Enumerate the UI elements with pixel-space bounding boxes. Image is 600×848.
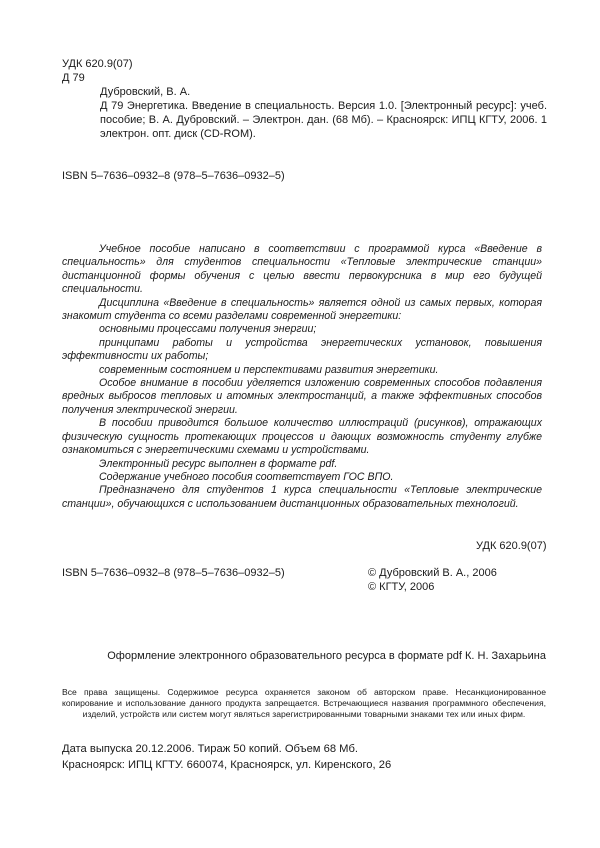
annotation-paragraph: Содержание учебного пособия соответствует ГОС ВПО. — [99, 470, 394, 483]
isbn-footer: ISBN 5–7636–0932–8 (978–5–7636–0932–5) — [62, 567, 285, 579]
release-info — [62, 742, 391, 773]
bibliographic-description: Д 79 Энергетика. Введение в специальность. Версия 1.0. [Электронный ресурс]: учеб. пособие; В. А. Дубровский. – Электрон. дан. (68 Мб). – Красноярск: ИПЦ КГТУ, 2006. 1 электрон. опт. диск (CD-ROM). — [100, 100, 547, 140]
copyright-org: © КГТУ, 2006 — [368, 581, 435, 593]
publisher-address: Красноярск: ИПЦ КГТУ. 660074, Красноярск, ул. Киренского, 26 — [62, 758, 392, 771]
annotation-list-item: современным состоянием и перспективами развития энергетики. — [99, 363, 439, 376]
annotation-paragraph: Электронный ресурс выполнен в формате pdf. — [99, 457, 338, 470]
annotation-paragraph: Особое внимание в пособии уделяется изложению современных способов подавления вредных выбросов тепловых и атомных электростанций, а также эффективных способов получения электрической энергии. — [62, 377, 542, 416]
catalog-code: Д 79 — [62, 72, 85, 84]
annotation — [62, 243, 542, 511]
copyright-author: © Дубровский В. А., 2006 — [368, 567, 497, 579]
isbn-top: ISBN 5–7636–0932–8 (978–5–7636–0932–5) — [62, 170, 285, 182]
annotation-list-item: принципами работы и устройства энергетических установок, повышения эффективности их работы; — [62, 336, 542, 363]
copyright-block — [368, 566, 497, 594]
release-date: Дата выпуска 20.12.2006. Тираж 50 копий. Объем 68 Мб. — [62, 743, 358, 755]
annotation-paragraph: В пособии приводится большое количество иллюстраций (рисунков), отражающих физическую сущность протекающих процессов и дающих возможность студенту глубже ознакомиться с энергетическими схемами и устройствами. — [62, 417, 542, 457]
annotation-list-item: основными процессами получения энергии; — [99, 323, 317, 336]
udk-code: УДК 620.9(07) — [62, 58, 133, 70]
annotation-paragraph: Учебное пособие написано в соответствии с программой курса «Введение в специальность» для студентов специальности «Тепловые электрические станции» дистанционной формы обучения с целью ввести первокурсника в мир его будущей специальности. — [62, 243, 542, 296]
annotation-paragraph: Предназначено для студентов 1 курса специальности «Тепловые электрические станции», обучающихся с использованием дистанционных образовательных технологий. — [62, 484, 542, 510]
bibliographic-block — [62, 57, 547, 141]
design-credit: Оформление электронного образовательного ресурса в формате pdf К. Н. Захарьина — [107, 650, 546, 662]
annotation-paragraph: Дисциплина «Введение в специальность» является одной из самых первых, которая знакомит студента со всеми разделами современной энергетики: — [62, 296, 542, 323]
rights-notice: Все права защищены. Содержимое ресурса охраняется законом об авторском праве. Несанкционированное копирование и использование данного продукта запрещается. Встречающиеся названия программного обеспечения, изделий, устройств или систем могут являться зарегистрированными товарными знаками тех или иных фирм. — [62, 687, 546, 719]
udk-code-footer: УДК 620.9(07) — [476, 540, 547, 552]
author-name: Дубровский, В. А. — [100, 86, 191, 98]
